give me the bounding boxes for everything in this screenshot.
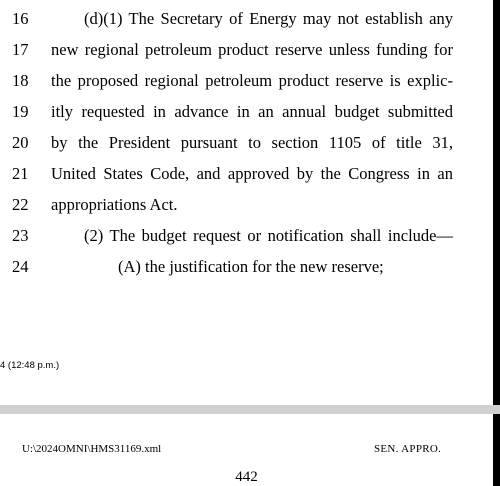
- line-number: 16: [12, 9, 29, 28]
- document-line: [0, 34, 500, 65]
- line-text: appropriations Act.: [51, 195, 178, 214]
- line-text: United States Code, and approved by the Congress in an: [51, 164, 453, 183]
- line-text: (A) the justification for the new reserve;: [118, 257, 384, 276]
- document-line: [0, 251, 500, 282]
- line-number: 23: [12, 226, 29, 245]
- document-line: [0, 3, 500, 34]
- line-text: (2) The budget request or notification shall include—: [84, 226, 453, 245]
- line-number: 18: [12, 71, 29, 90]
- line-number: 24: [12, 257, 29, 276]
- line-number: 21: [12, 164, 29, 183]
- document-line: [0, 127, 500, 158]
- page-edge: [493, 414, 500, 486]
- timestamp: 4 (12:48 p.m.): [0, 360, 60, 371]
- line-number: 17: [12, 40, 29, 59]
- page-number: 442: [235, 469, 258, 485]
- line-number: 19: [12, 102, 29, 121]
- page-separator: [0, 405, 500, 414]
- document-line: [0, 189, 500, 220]
- document-line: [0, 96, 500, 127]
- line-text: by the President pursuant to section 1105 of title 31,: [51, 133, 453, 152]
- line-text: new regional petroleum product reserve unless funding for: [51, 40, 453, 59]
- document-line: [0, 158, 500, 189]
- line-text: (d)(1) The Secretary of Energy may not establish any: [84, 9, 453, 28]
- line-text: the proposed regional petroleum product reserve is explic-: [51, 71, 453, 90]
- footer-file-path: U:\2024OMNI\HMS31169.xml: [22, 443, 162, 455]
- line-number: 20: [12, 133, 29, 152]
- line-number: 22: [12, 195, 29, 214]
- document-line: [0, 65, 500, 96]
- footer-label: SEN. APPRO.: [374, 443, 442, 455]
- document-line: [0, 220, 500, 251]
- line-text: itly requested in advance in an annual budget submitted: [51, 102, 453, 121]
